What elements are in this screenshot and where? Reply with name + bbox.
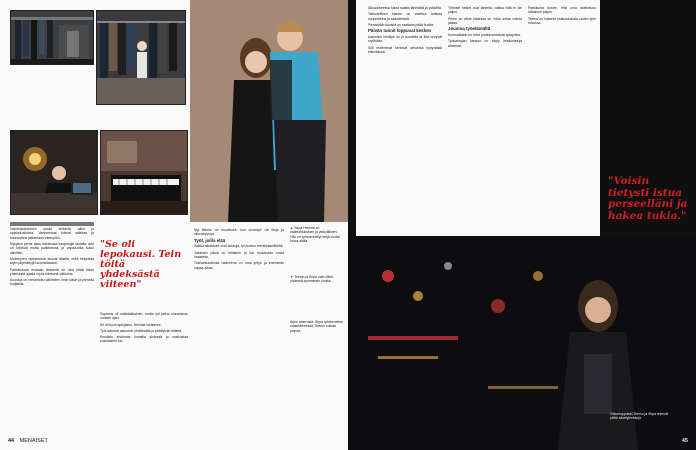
right-photo-caption-text: Viikonloppuisin Teemu ja Sirpa tekevät pitkiä kävelylenkkejä.: [610, 412, 668, 421]
right-col2-heading: Joustoa työelämältä: [448, 26, 491, 32]
right-col3-paragraph: Teemu on hakenut lisäkoulutusta uuden työn toivossa.: [528, 16, 596, 25]
left-col3-paragraph: Vaikka aikataulut ovat tiukkoja, työ tuntuu merkitykselliseltä.: [194, 244, 284, 249]
left-col2-paragraph: Sopimus oli määräaikainen, mutta työ jatkui useamman vuoden ajan.: [100, 312, 188, 321]
right-col2-paragraph: Työnantajan kanssa on käyty keskusteluja aiheesta.: [448, 39, 522, 48]
right-col2-paragraph: Yhteiset hetket ovat tärkeitä, vaikka niitä ei ole paljon.: [448, 6, 522, 15]
left-col1-paragraph: Asuntoa on remontoitu vähitellen omin käsin ja pienellä budjetilla.: [10, 278, 94, 287]
right-col3-paragraph: Pariskunta kokee, että oma aktiivisuus ratkaisee paljon.: [528, 6, 596, 15]
pull-quote-left: "Se oli lepokausi. Tein töitä yhdeksästä viiteen": [100, 239, 182, 290]
couple-illustration: [190, 0, 348, 222]
right-photo-caption: [610, 412, 668, 421]
left-page-number: [8, 438, 48, 444]
left-column-2: [100, 312, 188, 346]
right-page-number: [682, 438, 688, 444]
piano-illustration: [101, 131, 188, 215]
left-col3-paragraph: Nyt tilanne on muuttunut, kun vuorotyö vie iltoja ja viikonloppuja.: [194, 228, 284, 237]
left-col3-heading: Työt, joilla elää: [194, 237, 226, 243]
clothing-store-photo: [10, 10, 94, 65]
pull-quote-right: "Voisin tietysti istua perseelläni ja hakea tukia.": [608, 175, 688, 222]
right-col2-paragraph: Perhe on viime kädessä se, mikä antaa voimia jatkaa.: [448, 16, 522, 25]
couple-photo-caption-2: ▼ Teemu ja Sirpa ovat olleet yhdessä kymmenen vuotta.: [290, 275, 334, 284]
left-col2-paragraph: Työt alkoivat aamuisin yhdeksältä ja päättyivät viideltä.: [100, 328, 182, 333]
store-aisle-illustration: [97, 11, 186, 105]
woman-at-counter-photo: [10, 130, 98, 215]
right-column-3: [528, 6, 596, 27]
left-column-1: [10, 222, 94, 289]
store-aisle-photo: [96, 10, 186, 105]
right-col1-heading: Päivän tunnit loppuvat kesken: [368, 28, 432, 34]
left-col1-paragraph: Valmistautuminen uusiin tehtäviin alkoi jo opiskeluaikoina. Vanhemmat tukivat valintaa ja kannustivat jatkamaan eteenpäin.: [10, 227, 94, 240]
counter-illustration: [11, 131, 98, 215]
right-page-number-value: 45: [681, 438, 688, 444]
left-col3-paragraph: Tulevaisuudessa haaveena on oma yritys ja enemmän vapaa-aikaa.: [194, 261, 284, 270]
left-col1-paragraph: Molempien vanhemmat asuvat lähellä, mikä helpottaa arjen järjestelyjä huomattavasti.: [10, 256, 94, 266]
left-photos-caption: [290, 320, 344, 333]
magazine-name: MENAISET: [19, 438, 48, 444]
right-column-1: [368, 6, 442, 56]
right-col1-paragraph: Aamuisin herätys on jo kuudelta ja illat venyvät myöhään.: [368, 34, 442, 44]
couple-caption-2-text: Teemu ja Sirpa ovat olleet yhdessä kymmenen vuotta.: [290, 275, 334, 284]
column-1-intro-bar: [10, 222, 94, 226]
left-col1-paragraph: Nykyisin perhe asuu kaksiossa kaupungin laidalla. Arki on kiireistä mutta palkitsevaa, ja vapaa-aika kuluu ulkoillen.: [10, 242, 94, 255]
left-column-3: [194, 228, 284, 272]
right-col1-paragraph: Taloudellinen tilanne on vaatinut tarkkaa suunnittelua ja säästämistä.: [368, 12, 442, 21]
left-col2-paragraph: Se oli hyvä ajanjakso, Heinola muistelee.: [100, 322, 162, 327]
left-col2-paragraph: Kesäisin ehdimme lomailla yhdessä ja matkustaa sukulaisten luo.: [100, 335, 188, 344]
clothing-store-illustration: [11, 11, 94, 65]
couple-caption-text: Sirpa Heinola on vaaleahiuksinen ja ystävällinen. Hän on työskennellyt neljä vuotta hoiva-alalla.: [290, 226, 340, 243]
right-column-2: [448, 6, 522, 50]
left-col3-paragraph: Jokainen päivä on erilainen ja tuo mukanaan uusia haasteita.: [194, 250, 284, 259]
right-col2-paragraph: Kummallakin on toive joustavammista työajoista.: [448, 32, 521, 37]
piano-room-photo: [100, 130, 188, 215]
right-col1-paragraph: Silti molemmat kertovat olevansa tyytyväisiä elämäänsä.: [368, 45, 442, 54]
left-page-number-value: 44: [8, 438, 15, 444]
couple-photo: [190, 0, 348, 222]
left-photos-caption-text: Arjen aherrusta: Sirpa työskentelee vaateliikkeessä, Teemu soittaa pianoa.: [290, 320, 343, 333]
left-col1-paragraph: Pariskunnan mukaan tärkeintä on ollut pitää kiinni yhteisestä ajasta myös kiireisinä viikkoina.: [10, 267, 94, 276]
right-col1-paragraph: Alkuvaiheessa tukea saatiin läheisiltä ja ystäviltä.: [368, 6, 442, 10]
right-page: [348, 0, 696, 450]
right-col1-paragraph: Pienistäkin tuloista on osattava pitää huolta.: [368, 22, 434, 27]
couple-photo-caption: ▲ Sirpa Heinola on vaaleahiuksinen ja ystävällinen. Hän on työskennellyt neljä vuotta hoiva-alalla.: [290, 226, 340, 243]
